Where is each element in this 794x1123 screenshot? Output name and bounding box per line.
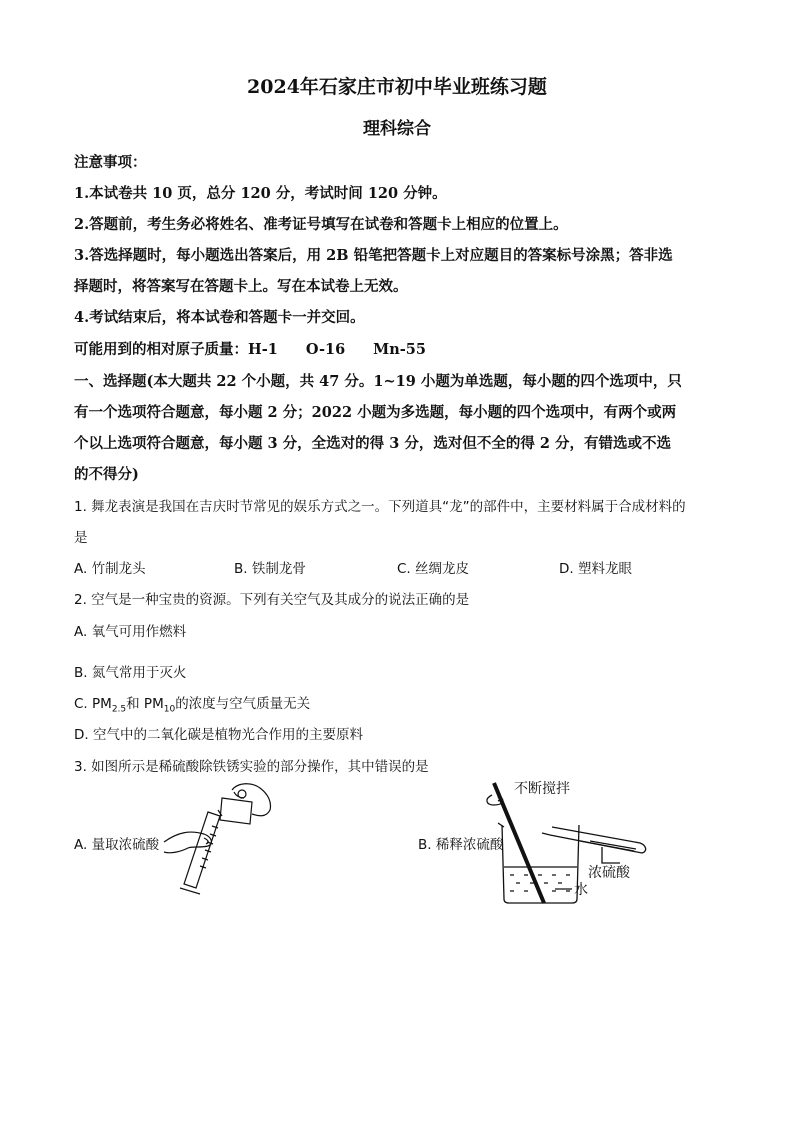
page-title: 2024年石家庄市初中毕业班练习题 bbox=[247, 76, 547, 98]
notice-heading: 注意事项： bbox=[74, 154, 147, 171]
q1-option-c: C. 丝绸龙皮 bbox=[397, 561, 470, 577]
page-subtitle: 理科综合 bbox=[363, 119, 431, 139]
measuring-cylinder-illustration bbox=[160, 780, 290, 900]
notice-item: 择题时，将答案写在答题卡上。写在本试卷上无效。 bbox=[74, 278, 408, 295]
question-1-stem: 1. 舞龙表演是我国在吉庆时节常见的娱乐方式之一。下列道具“龙”的部件中，主要材料属于合成材料的 bbox=[74, 499, 686, 515]
section-heading: 个以上选项符合题意，每小题 3 分，全选对的得 3 分，选对但不全的得 2 分，有错选或不选 bbox=[74, 435, 672, 452]
q1-option-b: B. 铁制龙骨 bbox=[234, 561, 306, 577]
notice-item: 2.答题前，考生务必将姓名、准考证号填写在试卷和答题卡上相应的位置上。 bbox=[74, 216, 568, 233]
section-heading: 的不得分) bbox=[74, 466, 139, 483]
label-water: 水 bbox=[574, 882, 588, 898]
q2-option-b: B. 氮气常用于灭火 bbox=[74, 665, 187, 681]
q2-option-c-suffix: 的浓度与空气质量无关 bbox=[175, 696, 311, 712]
q1-option-d: D. 塑料龙眼 bbox=[559, 561, 632, 577]
label-stir: 不断搅拌 bbox=[514, 781, 570, 797]
atomic-mass-label: 可能用到的相对原子质量： bbox=[74, 341, 248, 358]
q2-option-c-sub1: 2.5 bbox=[111, 704, 127, 715]
section-heading: 有一个选项符合题意，每小题 2 分；2022 小题为多选题，每小题的四个选项中，有两个或两 bbox=[74, 404, 677, 421]
question-3-stem: 3. 如图所示是稀硫酸除铁锈实验的部分操作，其中错误的是 bbox=[74, 759, 429, 775]
atomic-mass-mn: Mn-55 bbox=[373, 341, 426, 358]
question-2-stem: 2. 空气是一种宝贵的资源。下列有关空气及其成分的说法正确的是 bbox=[74, 592, 470, 608]
notice-item: 1.本试卷共 10 页，总分 120 分，考试时间 120 分钟。 bbox=[74, 185, 447, 202]
dilution-illustration bbox=[480, 775, 680, 910]
section-heading: 一、选择题(本大题共 22 个小题，共 47 分。1~19 小题为单选题，每小题的四个选项中，只 bbox=[74, 373, 682, 390]
q2-option-c bbox=[74, 692, 310, 715]
q1-option-a: A. 竹制龙头 bbox=[74, 561, 146, 577]
q2-option-c-prefix: C. PM bbox=[74, 696, 112, 712]
glass-rod bbox=[494, 783, 544, 903]
q3-option-a: A. 量取浓硫酸 bbox=[74, 837, 160, 853]
q2-option-c-sub2: 10 bbox=[163, 704, 176, 715]
q2-option-a: A. 氧气可用作燃料 bbox=[74, 624, 187, 640]
q3-option-b: B. 稀释浓硫酸 bbox=[418, 837, 504, 853]
q2-option-c-mid: 和 PM bbox=[126, 696, 164, 712]
atomic-mass-h: H-1 bbox=[248, 341, 278, 358]
atomic-mass-o: O-16 bbox=[305, 341, 346, 358]
label-acid: 浓硫酸 bbox=[588, 865, 630, 881]
question-1-stem-cont: 是 bbox=[74, 530, 88, 546]
q2-option-d: D. 空气中的二氧化碳是植物光合作用的主要原料 bbox=[74, 727, 363, 743]
notice-item: 3.答选择题时，每小题选出答案后，用 2B 铅笔把答题卡上对应题目的答案标号涂黑；答非选 bbox=[74, 247, 673, 264]
atomic-mass-line bbox=[74, 338, 426, 359]
notice-item: 4.考试结束后，将本试卷和答题卡一并交回。 bbox=[74, 309, 365, 326]
